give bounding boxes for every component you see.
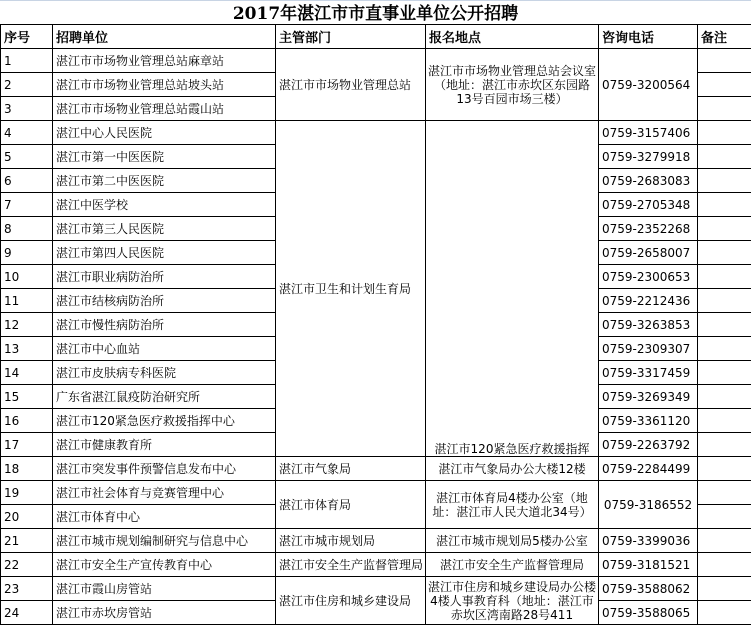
row-number: 21 — [1, 529, 53, 553]
department-cell: 湛江市气象局 — [276, 457, 426, 481]
department-cell: 湛江市市场物业管理总站 — [276, 49, 426, 121]
row-number: 19 — [1, 481, 53, 505]
remarks-cell — [698, 433, 751, 457]
department-cell: 湛江市体育局 — [276, 481, 426, 529]
unit-cell: 湛江市城市规划编制研究与信息中心 — [53, 529, 276, 553]
unit-cell: 广东省湛江鼠疫防治研究所 — [53, 385, 276, 409]
phone-cell: 0759-2263792 — [599, 433, 698, 457]
phone-cell: 0759-3317459 — [599, 361, 698, 385]
unit-cell: 湛江市第四人民医院 — [53, 241, 276, 265]
remarks-cell — [698, 97, 751, 121]
unit-cell: 湛江中心人民医院 — [53, 121, 276, 145]
address-cell: 湛江市城市规划局5楼办公室 — [428, 534, 596, 548]
remarks-cell — [698, 577, 751, 601]
remarks-cell — [698, 121, 751, 145]
department-cell: 湛江市城市规划局 — [276, 529, 426, 553]
remarks-cell — [698, 145, 751, 169]
department-cell: 湛江市安全生产监督管理局 — [276, 553, 426, 577]
row-number: 11 — [1, 289, 53, 313]
row-number: 24 — [1, 601, 53, 625]
recruitment-table — [0, 24, 751, 625]
remarks-cell — [698, 385, 751, 409]
column-header: 序号 — [1, 25, 53, 49]
phone-cell: 0759-3181521 — [599, 553, 698, 577]
row-number: 8 — [1, 217, 53, 241]
phone-cell: 0759-3588062 — [599, 577, 698, 601]
phone-cell: 0759-3263853 — [599, 313, 698, 337]
remarks-cell — [698, 361, 751, 385]
address-cell: 湛江市气象局办公大楼12楼 — [428, 462, 596, 476]
unit-cell: 湛江市第二中医医院 — [53, 169, 276, 193]
remarks-cell — [698, 265, 751, 289]
remarks-cell — [698, 409, 751, 433]
remarks-cell — [698, 529, 751, 553]
phone-cell: 0759-3200564 — [599, 49, 698, 121]
row-number: 17 — [1, 433, 53, 457]
row-number: 13 — [1, 337, 53, 361]
unit-cell: 湛江市霞山房管站 — [53, 577, 276, 601]
unit-cell: 湛江市慢性病防治所 — [53, 313, 276, 337]
unit-cell: 湛江市第三人民医院 — [53, 217, 276, 241]
row-number: 5 — [1, 145, 53, 169]
remarks-cell — [698, 505, 751, 529]
address-cell: 湛江市市场物业管理总站会议室（地址：湛江市赤坎区东园路13号百园市场三楼） — [428, 64, 596, 106]
row-number: 12 — [1, 313, 53, 337]
phone-cell: 0759-3361120 — [599, 409, 698, 433]
phone-cell: 0759-3186552 — [599, 481, 698, 529]
remarks-cell — [698, 481, 751, 505]
column-header: 备注 — [698, 25, 751, 49]
phone-cell: 0759-2309307 — [599, 337, 698, 361]
unit-cell: 湛江市职业病防治所 — [53, 265, 276, 289]
row-number: 9 — [1, 241, 53, 265]
row-number: 2 — [1, 73, 53, 97]
phone-cell: 0759-2212436 — [599, 289, 698, 313]
unit-cell: 湛江市市场物业管理总站麻章站 — [53, 49, 276, 73]
header-row — [1, 25, 751, 49]
phone-cell: 0759-3279918 — [599, 145, 698, 169]
table-row — [1, 577, 751, 601]
department-cell: 湛江市卫生和计划生育局 — [276, 121, 426, 457]
unit-cell: 湛江市第一中医医院 — [53, 145, 276, 169]
column-header: 招聘单位 — [53, 25, 276, 49]
remarks-cell — [698, 49, 751, 73]
phone-cell: 0759-3269349 — [599, 385, 698, 409]
remarks-cell — [698, 553, 751, 577]
table-row — [1, 529, 751, 553]
remarks-cell — [698, 193, 751, 217]
unit-cell: 湛江市体育中心 — [53, 505, 276, 529]
row-number: 10 — [1, 265, 53, 289]
remarks-cell — [698, 217, 751, 241]
row-number: 4 — [1, 121, 53, 145]
row-number: 18 — [1, 457, 53, 481]
unit-cell: 湛江市市场物业管理总站坡头站 — [53, 73, 276, 97]
remarks-cell — [698, 457, 751, 481]
unit-cell: 湛江市安全生产宣传教育中心 — [53, 553, 276, 577]
unit-cell: 湛江市120紧急医疗救援指挥中心 — [53, 409, 276, 433]
row-number: 1 — [1, 49, 53, 73]
row-number: 16 — [1, 409, 53, 433]
unit-cell: 湛江市市场物业管理总站霞山站 — [53, 97, 276, 121]
remarks-cell — [698, 337, 751, 361]
column-header: 报名地点 — [426, 25, 599, 49]
column-header: 咨询电话 — [599, 25, 698, 49]
remarks-cell — [698, 601, 751, 625]
unit-cell: 湛江中医学校 — [53, 193, 276, 217]
row-number: 3 — [1, 97, 53, 121]
page-title: 2017年湛江市市直事业单位公开招聘 — [0, 0, 751, 25]
unit-cell: 湛江市结核病防治所 — [53, 289, 276, 313]
remarks-cell — [698, 169, 751, 193]
unit-cell: 湛江市健康教育所 — [53, 433, 276, 457]
row-number: 23 — [1, 577, 53, 601]
phone-cell: 0759-2300653 — [599, 265, 698, 289]
table-row — [1, 457, 751, 481]
address-cell: 湛江市安全生产监督管理局 — [428, 558, 596, 572]
table-row — [1, 481, 751, 505]
phone-cell: 0759-3588065 — [599, 601, 698, 625]
remarks-cell — [698, 73, 751, 97]
phone-cell: 0759-3157406 — [599, 121, 698, 145]
unit-cell: 湛江市中心血站 — [53, 337, 276, 361]
row-number: 7 — [1, 193, 53, 217]
remarks-cell — [698, 289, 751, 313]
phone-cell: 0759-2683083 — [599, 169, 698, 193]
address-cell: 湛江市体育局4楼办公室（地址：湛江市人民大道北34号） — [428, 491, 596, 519]
phone-cell: 0759-2352268 — [599, 217, 698, 241]
unit-cell: 湛江市社会体育与竞赛管理中心 — [53, 481, 276, 505]
unit-cell: 湛江市突发事件预警信息发布中心 — [53, 457, 276, 481]
table-row — [1, 121, 751, 145]
row-number: 20 — [1, 505, 53, 529]
address-cell: 湛江市住房和城乡建设局办公楼4楼人事教育科（地址：湛江市赤坎区湾南路28号411 — [428, 580, 596, 622]
remarks-cell — [698, 313, 751, 337]
phone-cell: 0759-3399036 — [599, 529, 698, 553]
table-row — [1, 553, 751, 577]
column-header: 主管部门 — [276, 25, 426, 49]
phone-cell: 0759-2705348 — [599, 193, 698, 217]
table-row — [1, 49, 751, 73]
phone-cell: 0759-2284499 — [599, 457, 698, 481]
row-number: 22 — [1, 553, 53, 577]
row-number: 6 — [1, 169, 53, 193]
row-number: 14 — [1, 361, 53, 385]
department-cell: 湛江市住房和城乡建设局 — [276, 577, 426, 625]
phone-cell: 0759-2658007 — [599, 241, 698, 265]
row-number: 15 — [1, 385, 53, 409]
remarks-cell — [698, 241, 751, 265]
unit-cell: 湛江市皮肤病专科医院 — [53, 361, 276, 385]
address-cell: 湛江市120紧急医疗救援指挥 — [428, 442, 596, 456]
unit-cell: 湛江市赤坎房管站 — [53, 601, 276, 625]
